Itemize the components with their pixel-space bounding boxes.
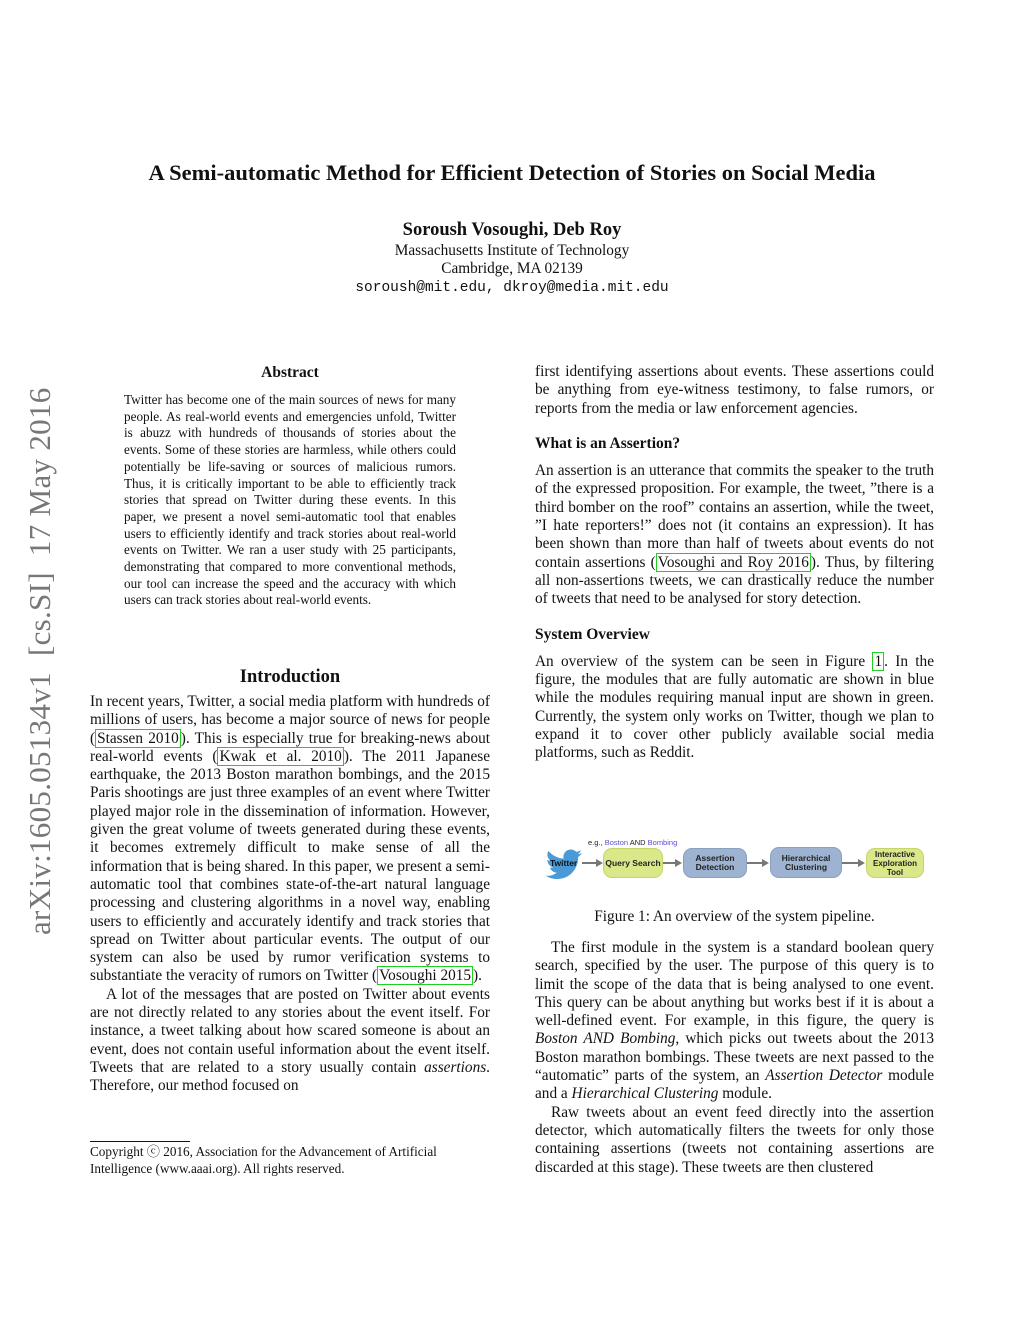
text-run: ).	[473, 967, 482, 985]
introduction-heading: Introduction	[239, 667, 341, 687]
example-operator: AND	[628, 838, 648, 847]
arrow	[842, 862, 859, 864]
text-run: . Therefore, our method focused on	[90, 1058, 490, 1095]
twitter-label: Twitter	[550, 858, 578, 868]
emphasis-text: Boston AND Bombing	[535, 1030, 676, 1048]
example-term: Boston	[604, 838, 629, 847]
arxiv-stamp: arXiv:1605.05134v1 [cs.SI] 17 May 2016	[22, 387, 57, 935]
query-search-module: Query Search	[603, 848, 663, 878]
intro-continued	[535, 363, 934, 418]
text-run: An overview of the system can be seen in Figure	[535, 652, 873, 670]
paper-title: A Semi-automatic Method for Efficient Detection of Stories on Social Media	[148, 160, 876, 185]
affiliation: Massachusetts Institute of Technology	[394, 242, 630, 259]
copyright-footnote: Copyright ⓒ 2016, Association for the Advancement of Artificial Intelligence (www.aaai.org). All rights reserved.	[90, 1144, 437, 1176]
citation-link[interactable]: Kwak et al. 2010	[219, 747, 342, 765]
text-run: module and a	[535, 1067, 934, 1103]
right-column-bottom	[535, 939, 934, 1177]
abstract	[124, 392, 456, 609]
text-run: ). Thus, by filtering all non-assertions tweets, we can drastically reduce the number of tweets that need to be analysed for story detection.	[535, 553, 934, 608]
pipeline-figure	[540, 834, 940, 884]
body-paragraph	[535, 939, 934, 1104]
footnote-rule	[90, 1141, 190, 1142]
assertion-detection-module: Assertion Detection	[683, 848, 747, 878]
citation-link[interactable]: Vosoughi 2015	[379, 967, 472, 985]
text-run: In recent years, Twitter, a social media platform with hundreds of millions of users, has become a major source of news for people (	[90, 693, 490, 747]
right-column-top	[535, 363, 934, 763]
arrow	[747, 862, 763, 864]
emphasis-text: assertions	[424, 1058, 487, 1076]
citation-link[interactable]: 1	[874, 652, 883, 670]
abstract-text: Twitter has become one of the main sources of news for many people. As real-world events and emergencies unfold, Twitter is abuzz with hundreds of thousands of stories about the events. Some of these stories are harmless, while others could potentially be life-saving or sources of malicious rumors. Thus, it is critically important to be able to efficiently track stories that spread on Twitter during these events. In this paper, we present a novel semi-automatic tool that enables users to efficiently identify and track stories about real-world events on Twitter. We ran a user study with 25 participants, demonstrating that compared to more conventional methods, our tool can increase the speed and the accuracy with which users can track stories about real-world events.	[124, 392, 456, 608]
introduction-body	[90, 693, 490, 1096]
arrow	[663, 862, 676, 864]
text-run: A lot of the messages that are posted on Twitter about events are not directly related to any stories about the event itself. For instance, a tweet talking about how scared someone is about an event, does not contain useful information about the event itself. Tweets that are related to a story usually contain	[90, 985, 490, 1076]
text-run: first identifying assertions about events. These assertions could be anything from eye-witness testimony, to false rumors, or reports from the media or law enforcement agencies.	[535, 363, 934, 417]
emails: soroush@mit.edu, dkroy@media.mit.edu	[355, 280, 669, 296]
assertion-paragraph	[535, 462, 934, 608]
citation-link[interactable]: Stassen 2010	[97, 729, 179, 747]
text-run: , which picks out tweets about the 2013 Boston marathon bombings. These tweets are next passed to the “automatic” parts of the system, an	[535, 1030, 934, 1085]
body-paragraph	[535, 1104, 934, 1177]
citation-link[interactable]: Vosoughi and Roy 2016	[657, 553, 809, 571]
intro-paragraph	[90, 693, 490, 986]
authors: Soroush Vosoughi, Deb Roy	[402, 220, 622, 240]
hierarchical-clustering-module: Hierarchical Clustering	[770, 847, 842, 878]
arrow	[582, 862, 597, 864]
location: Cambridge, MA 02139	[441, 260, 583, 277]
intro-paragraph	[90, 986, 490, 1096]
text-run: ). This is especially true for breaking-news about real-world events (	[90, 729, 490, 765]
assertion-heading: What is an Assertion?	[535, 434, 681, 452]
text-run: An assertion is an utterance that commits the speaker to the truth of the expressed proposition. For example, the tweet, ”there is a third bomber on the roof” contains an assertion, while the tweet, ”I hate reporters!” does not (it contains an expression). It has been shown than more than half of tweets about events do not contain assertions (	[535, 462, 934, 571]
text-run: Raw tweets about an event feed directly into the assertion detector, which automatically filters the tweets for only those containing assertions (tweets not containing assertions are discarded at this stage). These tweets are then clustered	[535, 1103, 934, 1176]
example-prefix: e.g.,	[588, 838, 605, 847]
query-example	[588, 838, 677, 847]
overview-paragraph	[535, 653, 934, 763]
figure-caption: Figure 1: An overview of the system pipeline.	[594, 908, 875, 925]
emphasis-text: Assertion Detector	[765, 1067, 883, 1085]
exploration-tool-module: Interactive Exploration Tool	[866, 848, 924, 878]
abstract-heading: Abstract	[261, 364, 319, 381]
overview-heading: System Overview	[535, 625, 650, 643]
example-term: Bombing	[647, 838, 678, 847]
text-run: The first module in the system is a standard boolean query search, specified by the user. The purpose of this query is to limit the scope of the data that is being analysed to one event. This query can be about anything but works best if it is about a well-defined event. For example, in this figure, the query is	[535, 939, 934, 1030]
text-run: ). The 2011 Japanese earthquake, the 2013 Boston marathon bombings, and the 2015 Paris shootings are just three examples of an event where Twitter played major role in the dissemination of information. However, given the great volume of tweets generated during these events, it becomes extremely difficult to make sense of all the information that is being shared. In this paper, we present a semi-automatic tool that combines state-of-the-art natural language processing and clustering algorithms in a novel way, enabling users to efficiently and accurately identify and track stories that spread on Twitter about particular events. The output of our system can also be used by rumor verification systems to substantiate the veracity of rumors on Twitter (	[90, 747, 490, 985]
text-run: . In the figure, the modules that are fully automatic are shown in blue while the modules requiring manual input are shown in green. Currently, the system only works on Twitter, though we plan to expand it to cover other publicly available social media platforms, such as Reddit.	[535, 652, 934, 762]
emphasis-text: Hierarchical Clustering	[571, 1085, 719, 1103]
text-run: module.	[718, 1085, 772, 1103]
